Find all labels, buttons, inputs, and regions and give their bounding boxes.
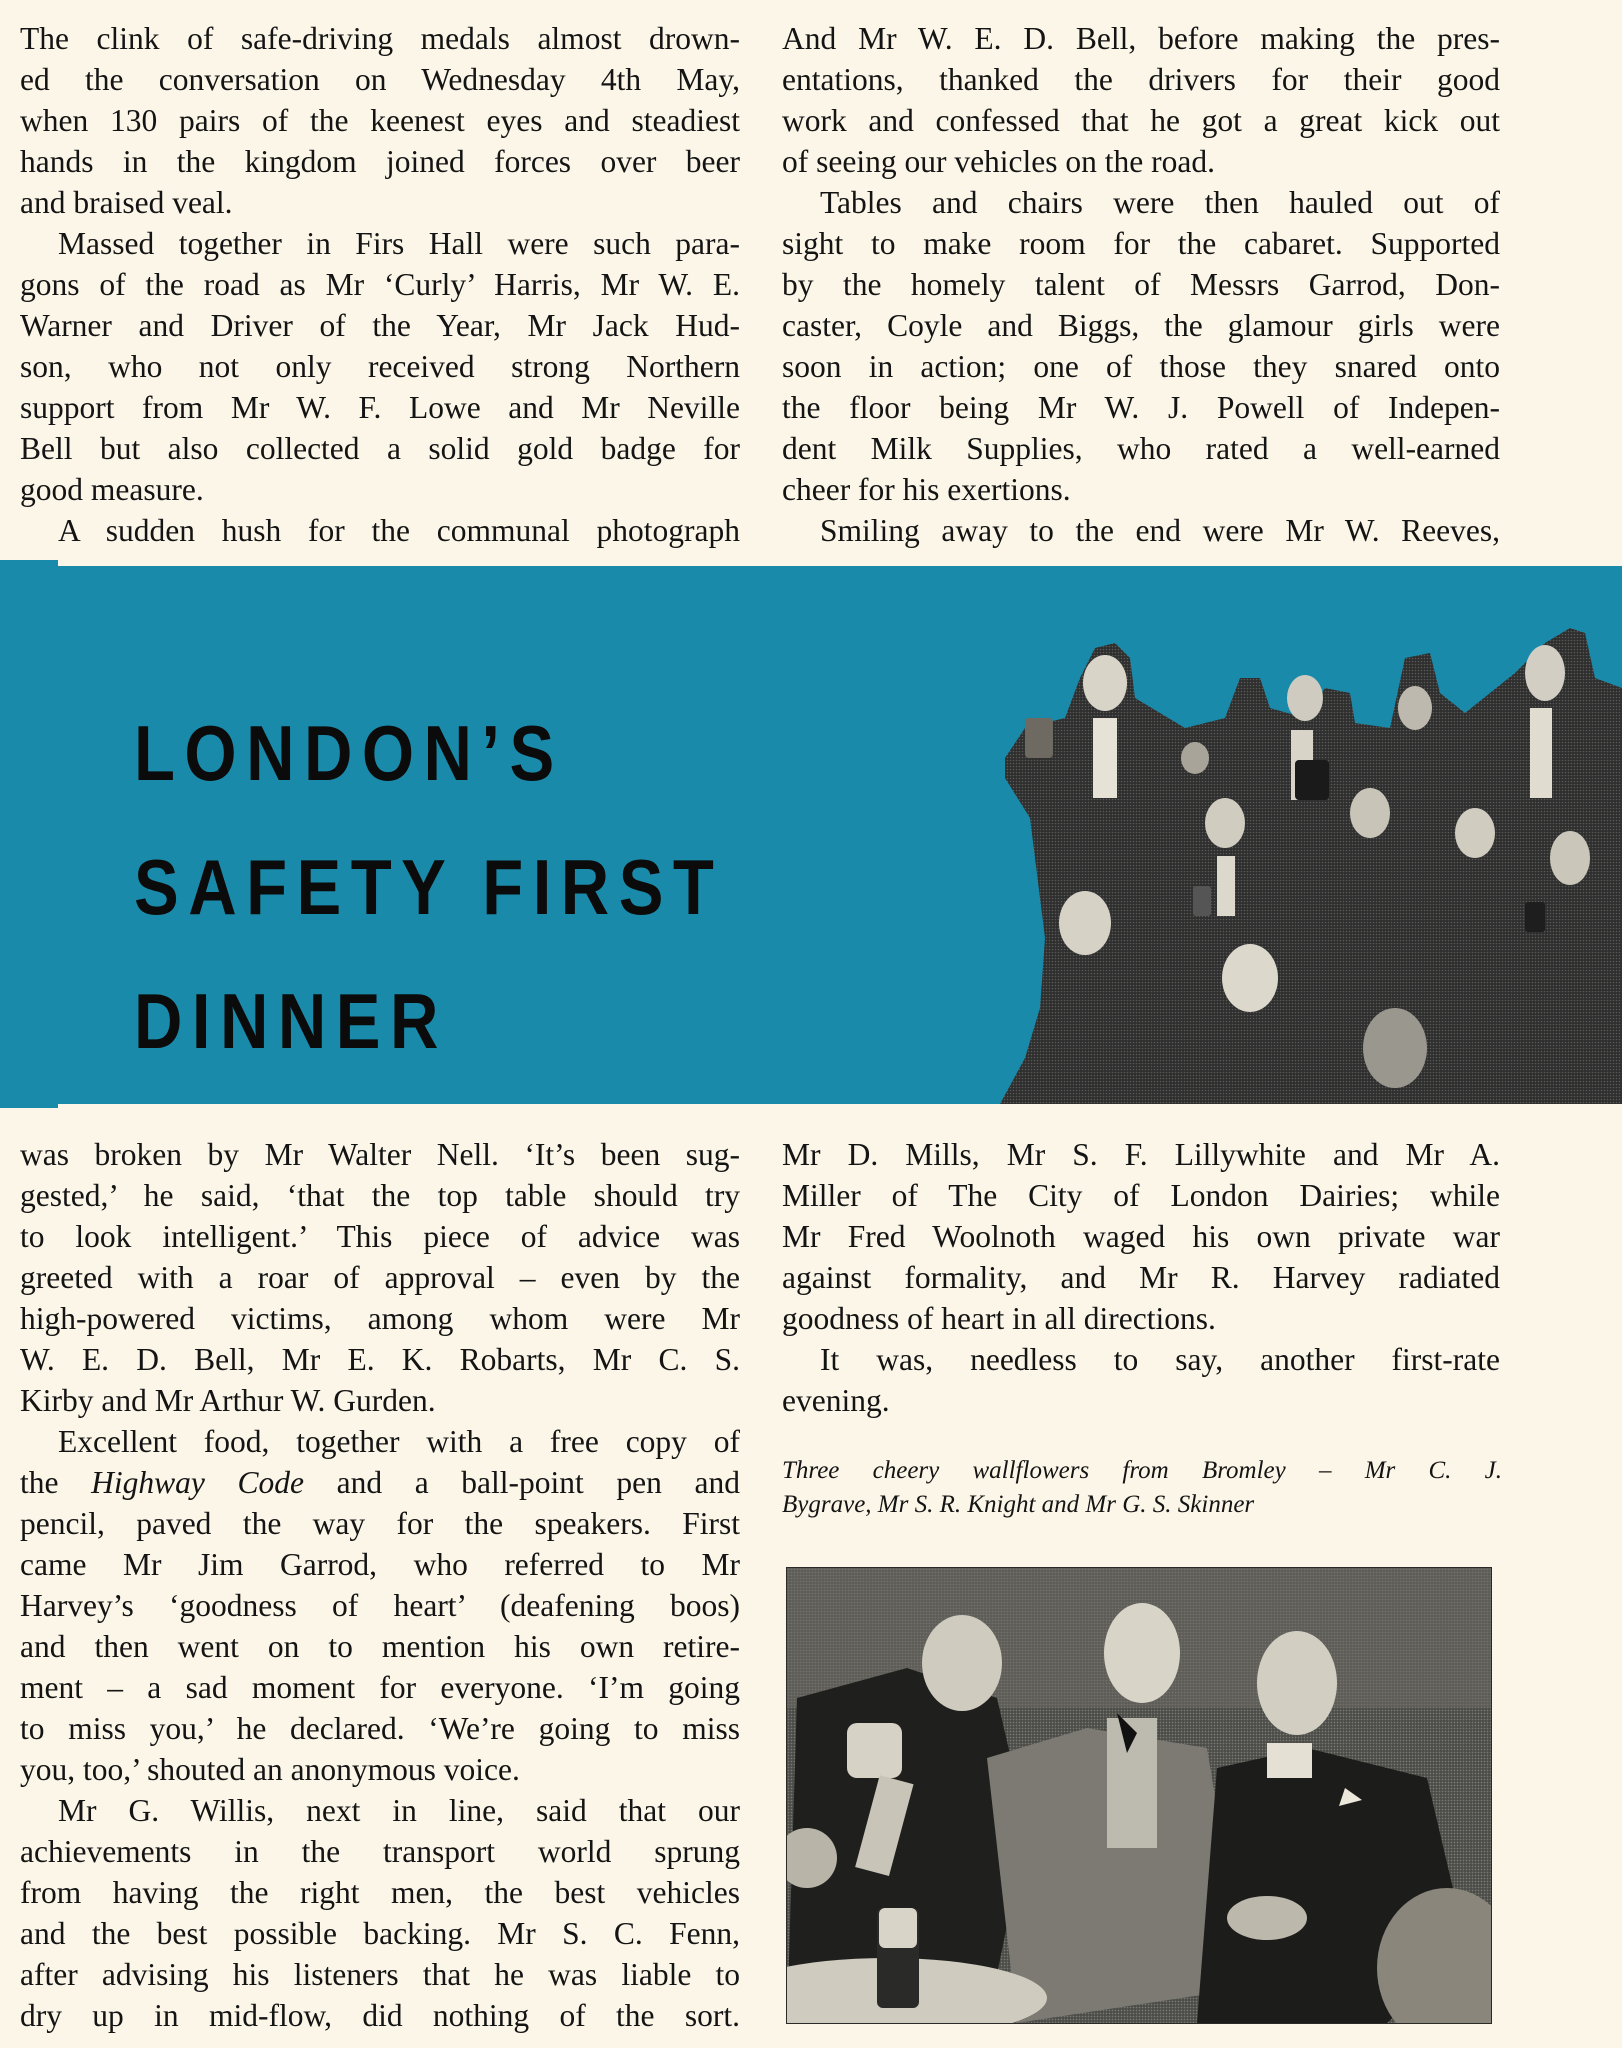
text-line: the Highway Code and a ball-point pen and	[20, 1465, 740, 1500]
highway-code-title: Highway Code	[91, 1465, 304, 1500]
text-line: of seeing our vehicles on the road.	[782, 144, 1215, 179]
text-line: gons of the road as Mr ‘Curly’ Harris, Mr W. E.	[20, 267, 740, 302]
text-line: And Mr W. E. D. Bell, before making the pres-	[782, 21, 1500, 56]
text-line: Bell but also collected a solid gold badge for	[20, 431, 740, 466]
banner-edge	[0, 1100, 58, 1108]
text-line: W. E. D. Bell, Mr E. K. Robarts, Mr C. S.	[20, 1342, 740, 1377]
text-line: good measure.	[20, 472, 204, 507]
text-line: ment – a sad moment for everyone. ‘I’m going	[20, 1670, 740, 1705]
text-line: and the best possible backing. Mr S. C. Fenn,	[20, 1916, 740, 1951]
text-line: cheer for his exertions.	[782, 472, 1071, 507]
text-line: Massed together in Firs Hall were such para-	[58, 226, 740, 261]
text-line: Kirby and Mr Arthur W. Gurden.	[20, 1383, 436, 1418]
text-line: entations, thanked the drivers for their good	[782, 62, 1500, 97]
text-line: soon in action; one of those they snared onto	[782, 349, 1500, 384]
text-line: to miss you,’ he declared. ‘We’re going to miss	[20, 1711, 740, 1746]
text-line: by the homely talent of Messrs Garrod, Don-	[782, 267, 1500, 302]
caption-line: Bygrave, Mr S. R. Knight and Mr G. S. Skinner	[782, 1491, 1255, 1518]
article-column-bottom-left	[20, 1134, 740, 2036]
text-line: to look intelligent.’ This piece of advice was	[20, 1219, 740, 1254]
text-line: support from Mr W. F. Lowe and Mr Neville	[20, 390, 740, 425]
text-line: dent Milk Supplies, who rated a well-earned	[782, 431, 1500, 466]
text-line: evening.	[782, 1383, 890, 1418]
text-line: the floor being Mr W. J. Powell of Indepen-	[782, 390, 1500, 425]
text-line: pencil, paved the way for the speakers. First	[20, 1506, 740, 1541]
text-line: son, who not only received strong Northern	[20, 349, 740, 384]
article-column-bottom-right	[782, 1134, 1500, 1421]
text-line: work and confessed that he got a great kick out	[782, 103, 1500, 138]
headline-line: SAFETY FIRST	[134, 843, 724, 931]
caption-line: Three cheery wallflowers from Bromley – Mr C. J.	[782, 1457, 1502, 1484]
text-line: from having the right men, the best vehicles	[20, 1875, 740, 1910]
article-column-top-left	[20, 18, 740, 551]
text-line: greeted with a roar of approval – even by the	[20, 1260, 740, 1295]
text-line: It was, needless to say, another first-rate	[820, 1342, 1500, 1377]
text-line: high-powered victims, among whom were Mr	[20, 1301, 740, 1336]
headline-line: LONDON’S	[134, 709, 564, 797]
text-line: goodness of heart in all directions.	[782, 1301, 1216, 1336]
text-line: hands in the kingdom joined forces over beer	[20, 144, 740, 179]
article-headline	[134, 686, 723, 1088]
text-line: caster, Coyle and Biggs, the glamour girls were	[782, 308, 1500, 343]
text-line: Mr Fred Woolnoth waged his own private war	[782, 1219, 1500, 1254]
text-line: Excellent food, together with a free copy of	[58, 1424, 740, 1459]
headline-line: DINNER	[134, 977, 448, 1065]
text-line: and braised veal.	[20, 185, 233, 220]
photo-caption	[782, 1454, 1502, 1522]
text-line: Smiling away to the end were Mr W. Reeves,	[820, 513, 1500, 548]
text-line: was broken by Mr Walter Nell. ‘It’s been sug-	[20, 1137, 740, 1172]
text-line: ed the conversation on Wednesday 4th May,	[20, 62, 740, 97]
text-line: dry up in mid-flow, did nothing of the sort.	[20, 1998, 740, 2033]
text-line: achievements in the transport world sprung	[20, 1834, 740, 1869]
text-line: Mr D. Mills, Mr S. F. Lillywhite and Mr A.	[782, 1137, 1500, 1172]
text-line: Warner and Driver of the Year, Mr Jack Hud-	[20, 308, 740, 343]
text-line: The clink of safe-driving medals almost drown-	[20, 21, 740, 56]
text-line: when 130 pairs of the keenest eyes and steadiest	[20, 103, 740, 138]
text-line: A sudden hush for the communal photograph	[58, 513, 740, 548]
text-line: Mr G. Willis, next in line, said that our	[58, 1793, 740, 1828]
text-line: Tables and chairs were then hauled out of	[820, 185, 1500, 220]
text-line: sight to make room for the cabaret. Supported	[782, 226, 1500, 261]
group-of-men-raising-glasses-photo	[985, 618, 1622, 1104]
text-line: you, too,’ shouted an anonymous voice.	[20, 1752, 520, 1787]
text-line: and then went on to mention his own retire-	[20, 1629, 740, 1664]
article-column-top-right	[782, 18, 1500, 551]
text-line: Harvey’s ‘goodness of heart’ (deafening boos)	[20, 1588, 740, 1623]
text-line: came Mr Jim Garrod, who referred to Mr	[20, 1547, 740, 1582]
text-line: against formality, and Mr R. Harvey radiated	[782, 1260, 1500, 1295]
text-line: after advising his listeners that he was liable to	[20, 1957, 740, 1992]
three-men-laughing-on-sofa-photo	[786, 1567, 1492, 2024]
text-line: gested,’ he said, ‘that the top table should try	[20, 1178, 740, 1213]
text-line: Miller of The City of London Dairies; while	[782, 1178, 1500, 1213]
